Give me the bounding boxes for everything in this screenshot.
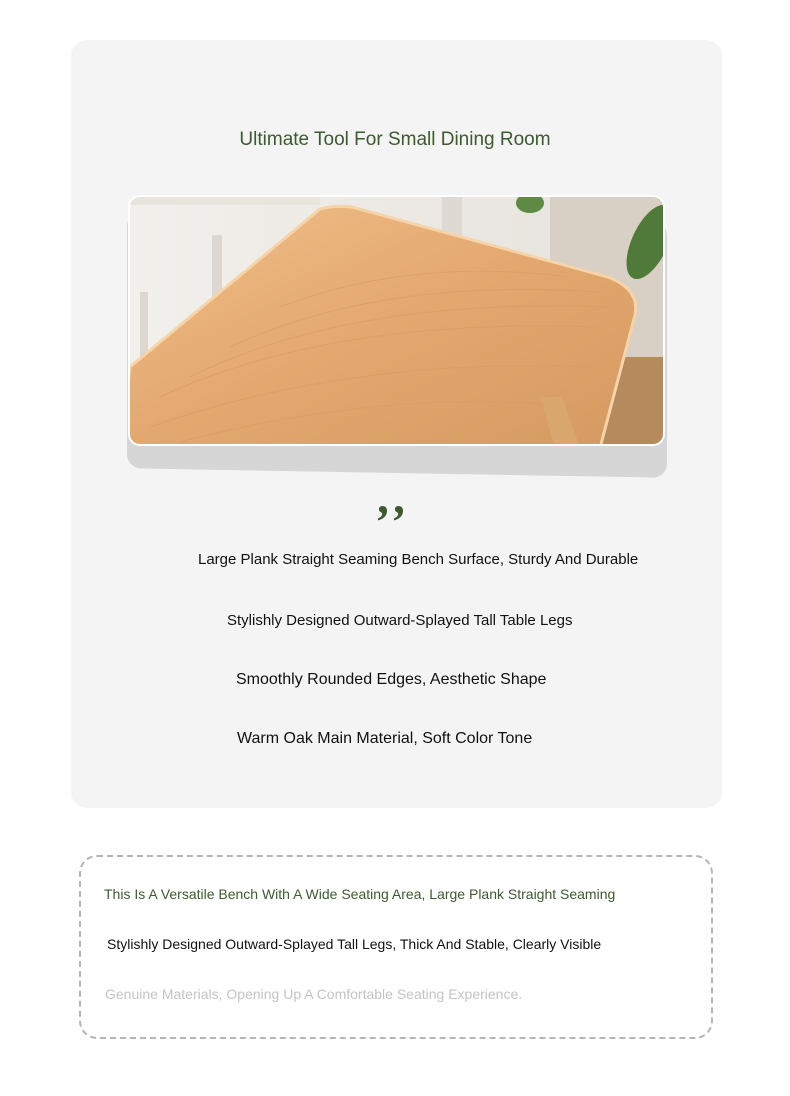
feature-item-1: Large Plank Straight Seaming Bench Surface, Sturdy And Durable xyxy=(198,551,639,568)
feature-item-3: Smoothly Rounded Edges, Aesthetic Shape xyxy=(236,671,547,688)
quote-mark: ,, xyxy=(379,471,411,524)
description-line-1: This Is A Versatile Bench With A Wide Seating Area, Large Plank Straight Seaming xyxy=(104,886,616,902)
description-line-3: Genuine Materials, Opening Up A Comfortable Seating Experience. xyxy=(105,986,523,1002)
feature-item-2: Stylishly Designed Outward-Splayed Tall Table Legs xyxy=(227,612,573,629)
product-photo-bench-top xyxy=(128,195,665,446)
section-title: Ultimate Tool For Small Dining Room xyxy=(239,128,551,150)
description-line-2: Stylishly Designed Outward-Splayed Tall Legs, Thick And Stable, Clearly Visible xyxy=(107,936,602,952)
feature-item-4: Warm Oak Main Material, Soft Color Tone xyxy=(237,730,533,747)
